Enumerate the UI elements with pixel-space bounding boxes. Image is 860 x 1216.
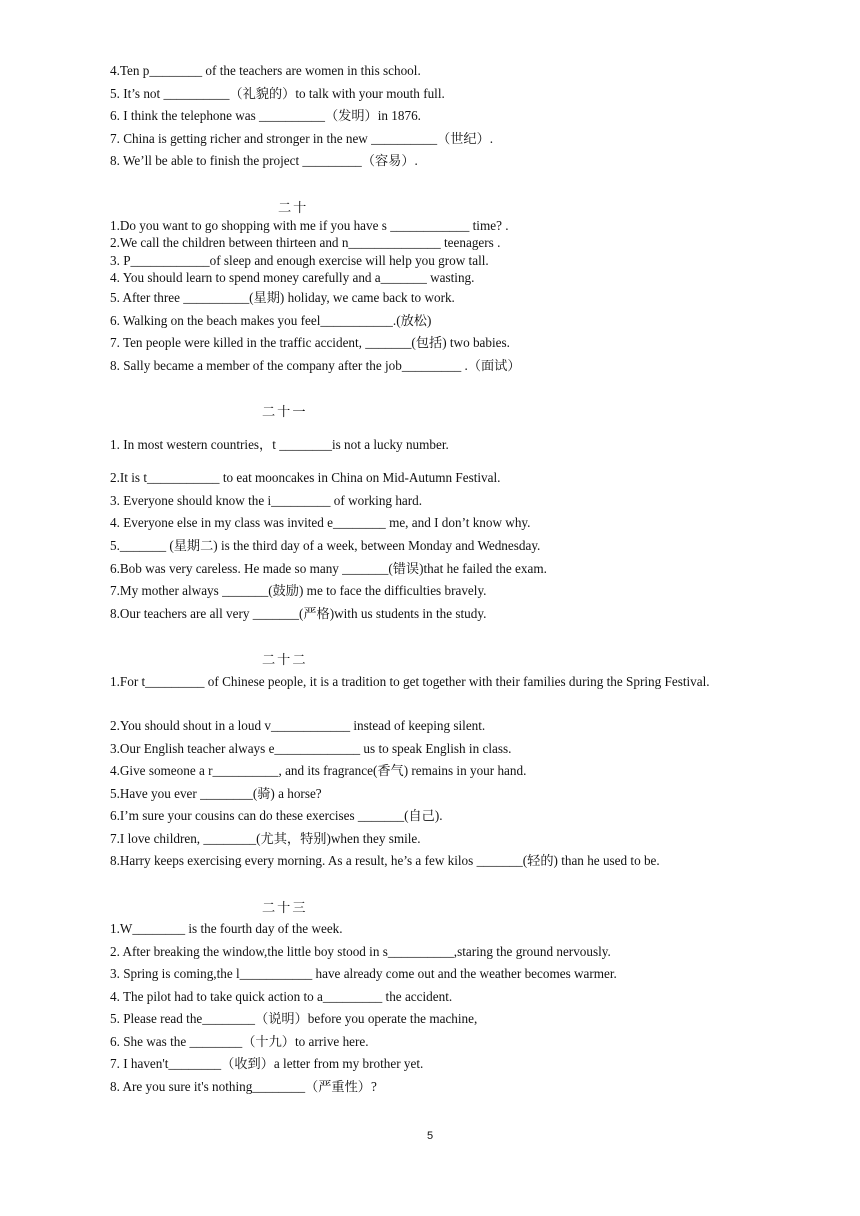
exercise-line: 7. I haven't________（收到）a letter from my brother yet. xyxy=(110,1056,424,1071)
exercise-line: 2. After breaking the window,the little boy stood in s__________,staring the ground nervously. xyxy=(110,944,611,959)
exercise-line: 1. In most western countries，t ________is not a lucky number. xyxy=(110,437,449,452)
exercise-line: 4. Everyone else in my class was invited e________ me, and I don’t know why. xyxy=(110,515,531,530)
exercise-line: 5. Please read the________（说明）before you operate the machine, xyxy=(110,1011,478,1026)
exercise-line: 8. We’ll be able to finish the project _________（容易）. xyxy=(110,153,418,168)
exercise-line: 5. It’s not __________（礼貌的）to talk with your mouth full. xyxy=(110,86,445,101)
section-heading: 二十一 xyxy=(262,404,308,419)
exercise-line: 1.W________ is the fourth day of the week. xyxy=(110,921,343,936)
exercise-line: 2.You should shout in a loud v____________ instead of keeping silent. xyxy=(110,718,486,733)
exercise-line: 7.I love children, ________(尤其，特别)when they smile. xyxy=(110,831,421,846)
exercise-line: 6.Bob was very careless. He made so many _______(错误)that he failed the exam. xyxy=(110,561,547,576)
exercise-line: 5._______ (星期二) is the third day of a week, between Monday and Wednesday. xyxy=(110,538,541,553)
exercise-line: 3.Our English teacher always e_____________ us to speak English in class. xyxy=(110,741,512,756)
exercise-line: 6.I’m sure your cousins can do these exercises _______(自己). xyxy=(110,808,443,823)
exercise-line: 8.Harry keeps exercising every morning. As a result, he’s a few kilos _______(轻的) than he used to be. xyxy=(110,853,660,868)
exercise-line: 8. Are you sure it's nothing________（严重性）? xyxy=(110,1079,377,1094)
exercise-line: 5.Have you ever ________(骑) a horse? xyxy=(110,786,322,801)
exercise-line: 5. After three __________(星期) holiday, we came back to work. xyxy=(110,290,455,305)
exercise-line: 8.Our teachers are all very _______(严格)with us students in the study. xyxy=(110,606,487,621)
exercise-line: 2.We call the children between thirteen and n______________ teenagers . xyxy=(110,235,501,250)
exercise-line: 7. China is getting richer and stronger in the new __________（世纪）. xyxy=(110,131,494,146)
exercise-line: 8. Sally became a member of the company after the job_________ .（面试） xyxy=(110,358,521,373)
exercise-line: 3. Everyone should know the i_________ of working hard. xyxy=(110,493,423,508)
exercise-line: 4.Ten p________ of the teachers are women in this school. xyxy=(110,63,421,78)
page-number: 5 xyxy=(426,1130,434,1142)
exercise-line: 6. I think the telephone was __________（发明）in 1876. xyxy=(110,108,421,123)
section-heading: 二十 xyxy=(278,200,309,215)
exercise-line: 6. She was the ________（十九）to arrive here. xyxy=(110,1034,369,1049)
exercise-line: 1.For t_________ of Chinese people, it is a tradition to get together with their families during the Spring Festival. xyxy=(110,674,710,689)
exercise-line: 2.It is t___________ to eat mooncakes in China on Mid-Autumn Festival. xyxy=(110,470,501,485)
section-heading: 二十三 xyxy=(262,900,308,915)
exercise-line: 3. Spring is coming,the l___________ have already come out and the weather becomes warmer. xyxy=(110,966,617,981)
exercise-line: 1.Do you want to go shopping with me if you have s ____________ time? . xyxy=(110,218,509,233)
section-heading: 二十二 xyxy=(262,652,308,667)
exercise-line: 4. The pilot had to take quick action to a_________ the accident. xyxy=(110,989,453,1004)
exercise-line: 7. Ten people were killed in the traffic accident, _______(包括) two babies. xyxy=(110,335,510,350)
exercise-line: 4. You should learn to spend money carefully and a_______ wasting. xyxy=(110,270,475,285)
exercise-line: 6. Walking on the beach makes you feel___________.(放松) xyxy=(110,313,432,328)
exercise-line: 4.Give someone a r__________, and its fragrance(香气) remains in your hand. xyxy=(110,763,527,778)
exercise-line: 7.My mother always _______(鼓励) me to face the difficulties bravely. xyxy=(110,583,487,598)
exercise-line: 3. P____________of sleep and enough exercise will help you grow tall. xyxy=(110,253,489,268)
